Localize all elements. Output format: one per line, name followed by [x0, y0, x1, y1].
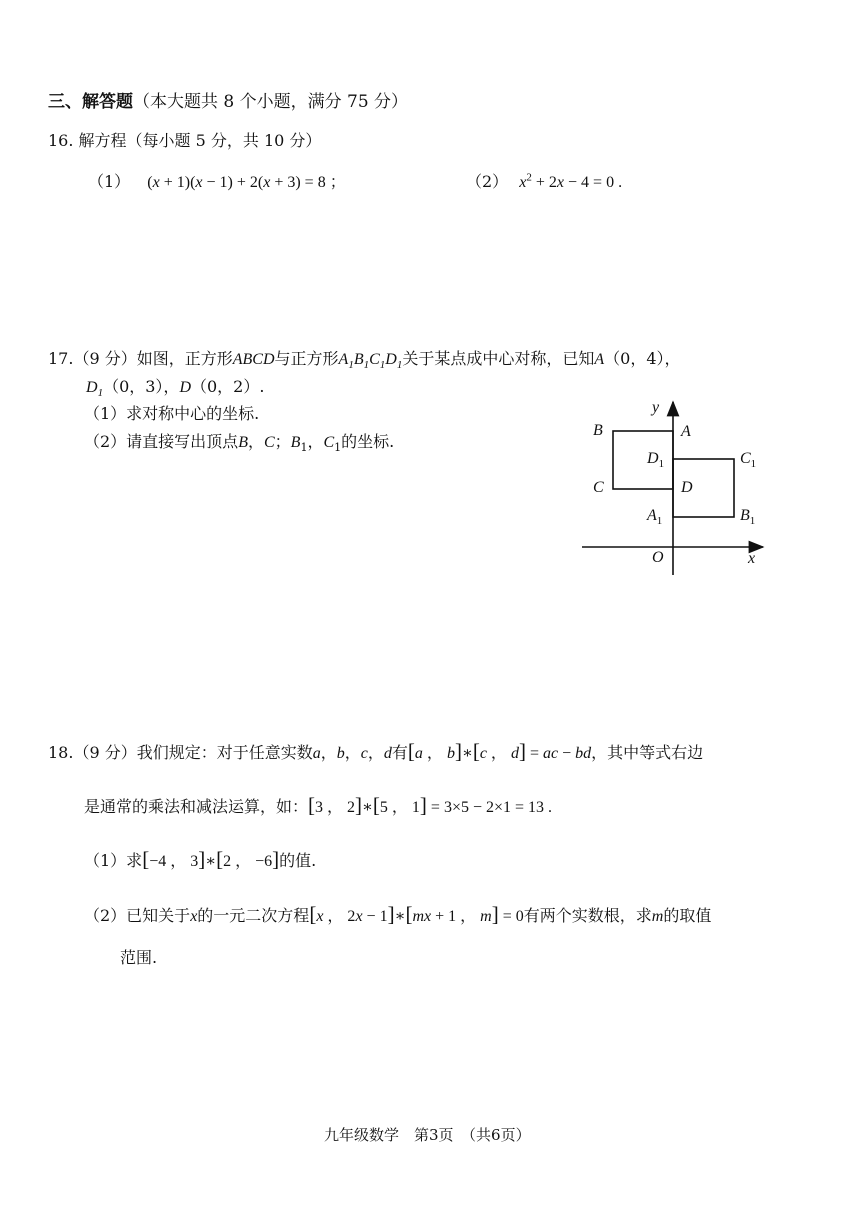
q17-number: 17.: [48, 349, 74, 368]
section-title: 三、解答题: [48, 92, 133, 112]
q18-line2: [84, 793, 552, 818]
q17-text: 如图，正方形: [136, 349, 233, 368]
q17-line1: [48, 346, 681, 371]
q18-text: 有: [391, 743, 408, 762]
section-header: [48, 87, 408, 112]
q16-equation-2: $x^2 + 2x - 4 = 0$ .: [519, 171, 623, 191]
q18-sub2-cont: 范围.: [120, 948, 158, 967]
q18-score: （9 分）: [73, 743, 137, 762]
label-A1: $A_1$: [647, 507, 663, 528]
q17-a1b1c1d1: $A_1B_1C_1D_1$: [338, 351, 403, 372]
q18-example: [3 ， 2]∗[5 ， 1] = 3×5 − 2×1 = 13 .: [308, 793, 553, 817]
q16-stem: 解方程（每小题 5 分，共 10 分）: [78, 131, 322, 150]
q18-definition: [a ， b]∗[c ， d] = ac − bd: [407, 739, 592, 763]
label-D1: $D_1$: [647, 450, 665, 471]
q17-text: 关于某点成中心对称，已知: [402, 349, 595, 368]
q17-score: （9 分）: [73, 349, 137, 368]
q17-line2: [86, 374, 264, 399]
q18-sub2-equation: [x ， 2x − 1]∗[mx + 1 ， m] = 0: [309, 902, 524, 926]
q17-point-A: A: [594, 351, 605, 368]
q16-part2: [466, 169, 622, 192]
label-x: x: [748, 550, 756, 567]
q17-abcd: ABCD: [232, 351, 275, 368]
q16-part1: [88, 169, 346, 192]
q17-point-D: D: [179, 379, 191, 396]
q17-sub2-text-end: 的坐标.: [341, 432, 395, 451]
label-y: y: [652, 399, 660, 416]
label-D: D: [681, 479, 693, 496]
q17-sub2-text: （2）请直接写出顶点: [84, 432, 239, 451]
q18-sub2-text: 有两个实数根，求: [523, 906, 652, 925]
q18-text: ，其中等式右边: [591, 743, 704, 762]
q17-point-D1: $D_1$: [86, 379, 104, 400]
label-O: O: [652, 549, 664, 566]
q18-number: 18.: [48, 743, 74, 762]
label-C: C: [593, 479, 604, 496]
q16-header: [48, 128, 321, 151]
q17-coord-A: （0，4），: [604, 349, 681, 368]
q17-figure: [560, 390, 790, 590]
q16-part1-label: （1）: [88, 172, 131, 191]
label-A: A: [681, 423, 691, 440]
q18-sub2-text: 的一元二次方程: [197, 906, 310, 925]
q16-part2-label: （2）: [466, 172, 509, 191]
page-footer: 九年级数学 第3页 （共6页）: [324, 1126, 531, 1144]
q18-sub1-text: （1）求: [84, 851, 143, 870]
q17-text: 与正方形: [274, 349, 339, 368]
q18-text: 是通常的乘法和减法运算，如：: [84, 797, 309, 816]
label-B: B: [593, 422, 603, 439]
q17-sub1: （1）求对称中心的坐标.: [84, 404, 260, 423]
q18-sub2-text: 的取值: [663, 906, 712, 925]
q18-line1: 18.（9 分）我们规定：对于任意实数a，b，c，d有[a ， b]∗[c ， d] = ac − bd，其中等式右边: [48, 739, 704, 763]
q16-equation-1: (x + 1)(x − 1) + 2(x + 3) = 8 ；: [147, 174, 346, 191]
q18-sub1-expr: [−4 ， 3]∗[2 ， −6]: [142, 847, 280, 871]
section-note: （本大题共 8 个小题，满分 75 分）: [133, 92, 409, 112]
q18-sub2: （2）已知关于x的一元二次方程[x ， 2x − 1]∗[mx + 1 ， m] = 0有两个实数根，求m的取值: [84, 902, 712, 926]
q18-sub2-text: （2）已知关于: [84, 906, 191, 925]
q17-coord-D1: （0，3），: [103, 377, 180, 396]
q18-sub1: [84, 847, 316, 872]
q17-coord-D: （0，2）.: [191, 377, 265, 396]
label-B1: $B_1$: [740, 507, 756, 528]
label-C1: $C_1$: [740, 450, 757, 471]
q17-sub2: （2）请直接写出顶点B，C；$B_1$，$C_1$的坐标.: [84, 432, 395, 455]
q18-text: 我们规定：对于任意实数: [136, 743, 313, 762]
q16-number: 16.: [48, 131, 74, 150]
q18-sub1-text-end: 的值.: [279, 851, 317, 870]
